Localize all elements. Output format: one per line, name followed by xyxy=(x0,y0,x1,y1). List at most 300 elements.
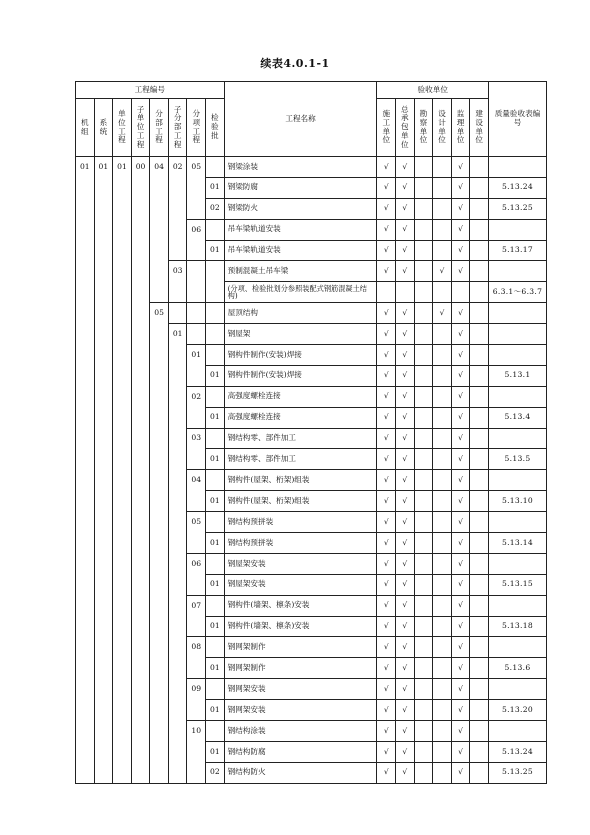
check-cell: √ xyxy=(451,679,470,700)
check-cell xyxy=(414,303,433,324)
code-cell xyxy=(113,365,132,386)
code-cell xyxy=(131,303,150,324)
code-cell xyxy=(168,449,187,470)
code-cell: 01 xyxy=(206,449,225,470)
code-cell xyxy=(131,428,150,449)
code-cell xyxy=(76,658,95,679)
code-cell xyxy=(131,449,150,470)
check-cell: √ xyxy=(451,219,470,240)
code-cell xyxy=(187,282,206,303)
code-cell xyxy=(150,491,169,512)
code-cell xyxy=(206,428,225,449)
form-number-cell xyxy=(489,157,547,178)
check-cell: √ xyxy=(451,533,470,554)
code-cell xyxy=(94,533,113,554)
code-cell xyxy=(94,303,113,324)
check-cell xyxy=(470,177,489,198)
code-cell xyxy=(187,407,206,428)
code-cell xyxy=(168,679,187,700)
code-cell xyxy=(150,658,169,679)
check-cell: √ xyxy=(396,428,415,449)
header-quality-form-no: 质量验收表编号 xyxy=(489,82,547,157)
check-cell: √ xyxy=(451,491,470,512)
check-cell xyxy=(433,553,452,574)
check-cell xyxy=(433,407,452,428)
check-cell xyxy=(414,491,433,512)
check-cell xyxy=(470,303,489,324)
check-cell: √ xyxy=(451,365,470,386)
check-cell: √ xyxy=(377,261,396,282)
project-name-cell: (分项、检验批划分参照装配式钢筋混凝土结构) xyxy=(224,282,377,303)
code-cell xyxy=(168,700,187,721)
code-cell xyxy=(94,512,113,533)
code-cell xyxy=(168,282,187,303)
check-cell xyxy=(470,365,489,386)
code-cell: 06 xyxy=(187,219,206,240)
check-cell xyxy=(414,741,433,762)
check-cell xyxy=(414,365,433,386)
header-general-contractor: 总 承 包 单 位 xyxy=(396,99,415,157)
check-cell xyxy=(470,282,489,303)
code-cell: 00 xyxy=(131,157,150,178)
code-cell xyxy=(94,700,113,721)
code-cell xyxy=(131,762,150,783)
check-cell xyxy=(433,240,452,261)
code-cell xyxy=(76,491,95,512)
check-cell: √ xyxy=(396,407,415,428)
code-cell xyxy=(113,407,132,428)
code-cell xyxy=(76,198,95,219)
code-cell xyxy=(131,365,150,386)
check-cell xyxy=(414,470,433,491)
code-cell xyxy=(113,616,132,637)
code-cell xyxy=(168,345,187,366)
header-design-unit: 设 计 单 位 xyxy=(433,99,452,157)
check-cell: √ xyxy=(377,637,396,658)
project-name-cell: 钢结构零、部件加工 xyxy=(224,449,377,470)
code-cell xyxy=(76,240,95,261)
code-cell xyxy=(206,261,225,282)
form-number-cell: 5.13.25 xyxy=(489,198,547,219)
check-cell: √ xyxy=(377,198,396,219)
form-number-cell xyxy=(489,219,547,240)
code-cell xyxy=(94,574,113,595)
header-owner-unit: 建 设 单 位 xyxy=(470,99,489,157)
code-cell xyxy=(113,491,132,512)
check-cell: √ xyxy=(377,303,396,324)
check-cell: √ xyxy=(451,240,470,261)
code-cell xyxy=(187,365,206,386)
check-cell xyxy=(414,324,433,345)
code-cell xyxy=(131,324,150,345)
code-cell xyxy=(94,449,113,470)
check-cell xyxy=(470,553,489,574)
check-cell xyxy=(470,721,489,742)
check-cell xyxy=(414,282,433,303)
code-cell xyxy=(113,595,132,616)
code-cell xyxy=(150,512,169,533)
code-cell xyxy=(131,219,150,240)
check-cell: √ xyxy=(396,679,415,700)
code-cell xyxy=(187,658,206,679)
check-cell xyxy=(470,533,489,554)
code-cell xyxy=(76,616,95,637)
code-cell: 03 xyxy=(168,261,187,282)
project-name-cell: 钢构件(墙架、檩条)安装 xyxy=(224,616,377,637)
code-cell xyxy=(150,741,169,762)
project-name-cell: 钢结构防腐 xyxy=(224,741,377,762)
code-cell xyxy=(113,177,132,198)
table-row xyxy=(76,386,547,407)
code-cell xyxy=(76,679,95,700)
code-cell xyxy=(168,637,187,658)
check-cell: √ xyxy=(396,658,415,679)
check-cell xyxy=(414,386,433,407)
check-cell xyxy=(414,679,433,700)
check-cell: √ xyxy=(377,491,396,512)
check-cell xyxy=(433,219,452,240)
code-cell xyxy=(131,616,150,637)
check-cell: √ xyxy=(451,595,470,616)
check-cell xyxy=(470,428,489,449)
code-cell xyxy=(113,261,132,282)
code-cell xyxy=(76,470,95,491)
check-cell: √ xyxy=(377,741,396,762)
code-cell xyxy=(76,721,95,742)
code-cell xyxy=(94,386,113,407)
check-cell: √ xyxy=(451,324,470,345)
header-project-name: 工程名称 xyxy=(224,82,377,157)
check-cell: √ xyxy=(377,240,396,261)
code-cell xyxy=(168,365,187,386)
code-cell xyxy=(94,282,113,303)
code-cell xyxy=(150,261,169,282)
check-cell xyxy=(414,721,433,742)
code-cell xyxy=(168,533,187,554)
code-cell xyxy=(94,553,113,574)
code-cell xyxy=(150,365,169,386)
form-number-cell xyxy=(489,470,547,491)
code-cell xyxy=(113,700,132,721)
project-name-cell: 钢结构预拼装 xyxy=(224,512,377,533)
check-cell: √ xyxy=(451,449,470,470)
check-cell: √ xyxy=(396,741,415,762)
project-name-cell: 钢结构防火 xyxy=(224,762,377,783)
table-row xyxy=(76,324,547,345)
form-number-cell xyxy=(489,595,547,616)
table-row xyxy=(76,512,547,533)
check-cell xyxy=(414,658,433,679)
check-cell: √ xyxy=(377,324,396,345)
check-cell xyxy=(470,679,489,700)
project-name-cell: 钢网架安装 xyxy=(224,700,377,721)
code-cell xyxy=(94,177,113,198)
check-cell xyxy=(433,574,452,595)
check-cell xyxy=(414,762,433,783)
code-cell xyxy=(206,721,225,742)
check-cell: √ xyxy=(451,198,470,219)
code-cell xyxy=(76,574,95,595)
check-cell xyxy=(470,470,489,491)
check-cell: √ xyxy=(377,470,396,491)
code-cell xyxy=(168,386,187,407)
code-cell xyxy=(168,616,187,637)
code-cell xyxy=(94,198,113,219)
check-cell xyxy=(433,741,452,762)
check-cell: √ xyxy=(377,407,396,428)
table-row xyxy=(76,741,547,762)
code-cell xyxy=(94,762,113,783)
table-row xyxy=(76,449,547,470)
code-cell xyxy=(150,574,169,595)
code-cell xyxy=(76,700,95,721)
check-cell xyxy=(414,574,433,595)
form-number-cell: 5.13.4 xyxy=(489,407,547,428)
code-cell xyxy=(150,386,169,407)
table-row xyxy=(76,721,547,742)
code-cell xyxy=(168,303,187,324)
check-cell xyxy=(414,637,433,658)
code-cell xyxy=(113,637,132,658)
code-cell xyxy=(113,512,132,533)
code-cell xyxy=(76,533,95,554)
project-name-cell: 钢构件(屋架、桁架)组装 xyxy=(224,491,377,512)
check-cell xyxy=(470,386,489,407)
check-cell: √ xyxy=(451,407,470,428)
table-row xyxy=(76,219,547,240)
check-cell xyxy=(396,282,415,303)
check-cell: √ xyxy=(377,512,396,533)
code-cell xyxy=(94,616,113,637)
form-number-cell: 5.13.18 xyxy=(489,616,547,637)
check-cell: √ xyxy=(433,261,452,282)
header-project-code: 工程编号 xyxy=(76,82,225,99)
table-row xyxy=(76,679,547,700)
code-cell xyxy=(113,386,132,407)
form-number-cell xyxy=(489,303,547,324)
check-cell: √ xyxy=(377,574,396,595)
check-cell xyxy=(470,219,489,240)
check-cell xyxy=(470,741,489,762)
check-cell xyxy=(414,219,433,240)
form-number-cell: 5.13.15 xyxy=(489,574,547,595)
check-cell xyxy=(470,700,489,721)
code-cell xyxy=(113,658,132,679)
code-cell xyxy=(150,762,169,783)
check-cell xyxy=(414,533,433,554)
check-cell xyxy=(414,595,433,616)
code-cell xyxy=(168,219,187,240)
check-cell xyxy=(470,449,489,470)
check-cell xyxy=(470,324,489,345)
code-cell xyxy=(206,553,225,574)
form-number-cell xyxy=(489,324,547,345)
check-cell: √ xyxy=(433,303,452,324)
code-cell xyxy=(131,386,150,407)
code-cell xyxy=(168,595,187,616)
check-cell: √ xyxy=(396,721,415,742)
check-cell: √ xyxy=(377,553,396,574)
check-cell: √ xyxy=(396,198,415,219)
check-cell xyxy=(414,157,433,178)
check-cell xyxy=(414,616,433,637)
form-number-cell: 5.13.25 xyxy=(489,762,547,783)
code-cell xyxy=(113,324,132,345)
check-cell xyxy=(414,428,433,449)
code-cell xyxy=(187,574,206,595)
code-cell xyxy=(113,721,132,742)
code-cell xyxy=(168,762,187,783)
code-cell xyxy=(206,345,225,366)
code-cell xyxy=(76,762,95,783)
table-row xyxy=(76,365,547,386)
check-cell xyxy=(433,157,452,178)
code-cell xyxy=(187,324,206,345)
code-cell: 01 xyxy=(206,533,225,554)
project-name-cell: 钢网架安装 xyxy=(224,679,377,700)
code-cell: 01 xyxy=(113,157,132,178)
code-cell xyxy=(187,741,206,762)
code-cell xyxy=(76,365,95,386)
code-cell: 01 xyxy=(168,324,187,345)
form-number-cell: 5.13.24 xyxy=(489,177,547,198)
code-cell xyxy=(76,595,95,616)
code-cell xyxy=(113,533,132,554)
check-cell: √ xyxy=(396,449,415,470)
code-cell xyxy=(131,637,150,658)
check-cell: √ xyxy=(396,303,415,324)
project-name-cell: 钢网架制作 xyxy=(224,658,377,679)
check-cell xyxy=(433,533,452,554)
code-cell xyxy=(113,240,132,261)
code-cell xyxy=(150,407,169,428)
project-name-cell: 屋顶结构 xyxy=(224,303,377,324)
code-cell: 01 xyxy=(206,407,225,428)
code-cell xyxy=(131,595,150,616)
project-name-cell: 钢梁防腐 xyxy=(224,177,377,198)
check-cell xyxy=(433,324,452,345)
header-sub-unit-project: 子 单 位 工 程 xyxy=(131,99,150,157)
code-cell xyxy=(168,741,187,762)
code-cell xyxy=(150,177,169,198)
code-cell xyxy=(113,553,132,574)
table-row xyxy=(76,491,547,512)
code-cell xyxy=(206,637,225,658)
header-sub-item-project: 分 项 工 程 xyxy=(187,99,206,157)
code-cell xyxy=(94,365,113,386)
code-cell: 01 xyxy=(206,574,225,595)
code-cell xyxy=(76,345,95,366)
header-construction-unit: 施 工 单 位 xyxy=(377,99,396,157)
code-cell xyxy=(187,261,206,282)
check-cell: √ xyxy=(451,303,470,324)
check-cell xyxy=(470,637,489,658)
check-cell: √ xyxy=(451,470,470,491)
code-cell xyxy=(131,700,150,721)
code-cell xyxy=(206,470,225,491)
code-cell xyxy=(131,345,150,366)
code-cell xyxy=(187,616,206,637)
check-cell xyxy=(414,198,433,219)
check-cell: √ xyxy=(451,616,470,637)
code-cell xyxy=(113,282,132,303)
form-number-cell: 5.13.1 xyxy=(489,365,547,386)
code-cell: 05 xyxy=(187,512,206,533)
code-cell xyxy=(113,762,132,783)
check-cell xyxy=(451,282,470,303)
check-cell: √ xyxy=(396,616,415,637)
check-cell xyxy=(414,449,433,470)
code-cell xyxy=(150,679,169,700)
code-cell xyxy=(168,470,187,491)
project-name-cell: 钢结构零、部件加工 xyxy=(224,428,377,449)
code-cell xyxy=(113,574,132,595)
check-cell: √ xyxy=(396,324,415,345)
code-cell xyxy=(131,658,150,679)
project-name-cell: 钢结构预拼装 xyxy=(224,533,377,554)
check-cell xyxy=(433,762,452,783)
project-name-cell: 钢构件制作(安装)焊接 xyxy=(224,345,377,366)
code-cell xyxy=(168,658,187,679)
header-survey-unit: 勘 察 单 位 xyxy=(414,99,433,157)
check-cell: √ xyxy=(451,428,470,449)
check-cell xyxy=(433,428,452,449)
check-cell: √ xyxy=(377,449,396,470)
check-cell xyxy=(470,574,489,595)
code-cell xyxy=(113,198,132,219)
code-cell xyxy=(131,407,150,428)
code-cell xyxy=(94,658,113,679)
code-cell xyxy=(76,386,95,407)
code-cell xyxy=(94,721,113,742)
check-cell: √ xyxy=(377,700,396,721)
code-cell xyxy=(150,616,169,637)
code-cell: 06 xyxy=(187,553,206,574)
code-cell xyxy=(187,762,206,783)
header-sub-division-project: 子 分 部 工 程 xyxy=(168,99,187,157)
header-system: 系 统 xyxy=(94,99,113,157)
check-cell: √ xyxy=(396,365,415,386)
code-cell xyxy=(131,240,150,261)
code-cell xyxy=(131,177,150,198)
code-cell xyxy=(168,407,187,428)
form-number-cell xyxy=(489,345,547,366)
header-acceptance-units: 验收单位 xyxy=(377,82,489,99)
check-cell xyxy=(414,240,433,261)
form-number-cell xyxy=(489,512,547,533)
check-cell xyxy=(470,345,489,366)
check-cell xyxy=(414,177,433,198)
code-cell xyxy=(168,553,187,574)
code-cell xyxy=(187,177,206,198)
check-cell xyxy=(470,157,489,178)
check-cell xyxy=(470,491,489,512)
table-row xyxy=(76,261,547,282)
code-cell: 03 xyxy=(187,428,206,449)
form-number-cell: 5.13.6 xyxy=(489,658,547,679)
check-cell: √ xyxy=(396,470,415,491)
code-cell xyxy=(168,177,187,198)
check-cell: √ xyxy=(451,177,470,198)
code-cell xyxy=(76,219,95,240)
check-cell: √ xyxy=(396,219,415,240)
code-cell xyxy=(76,177,95,198)
code-cell: 01 xyxy=(206,658,225,679)
code-cell xyxy=(76,637,95,658)
code-cell xyxy=(150,637,169,658)
code-cell xyxy=(187,198,206,219)
table-row xyxy=(76,574,547,595)
